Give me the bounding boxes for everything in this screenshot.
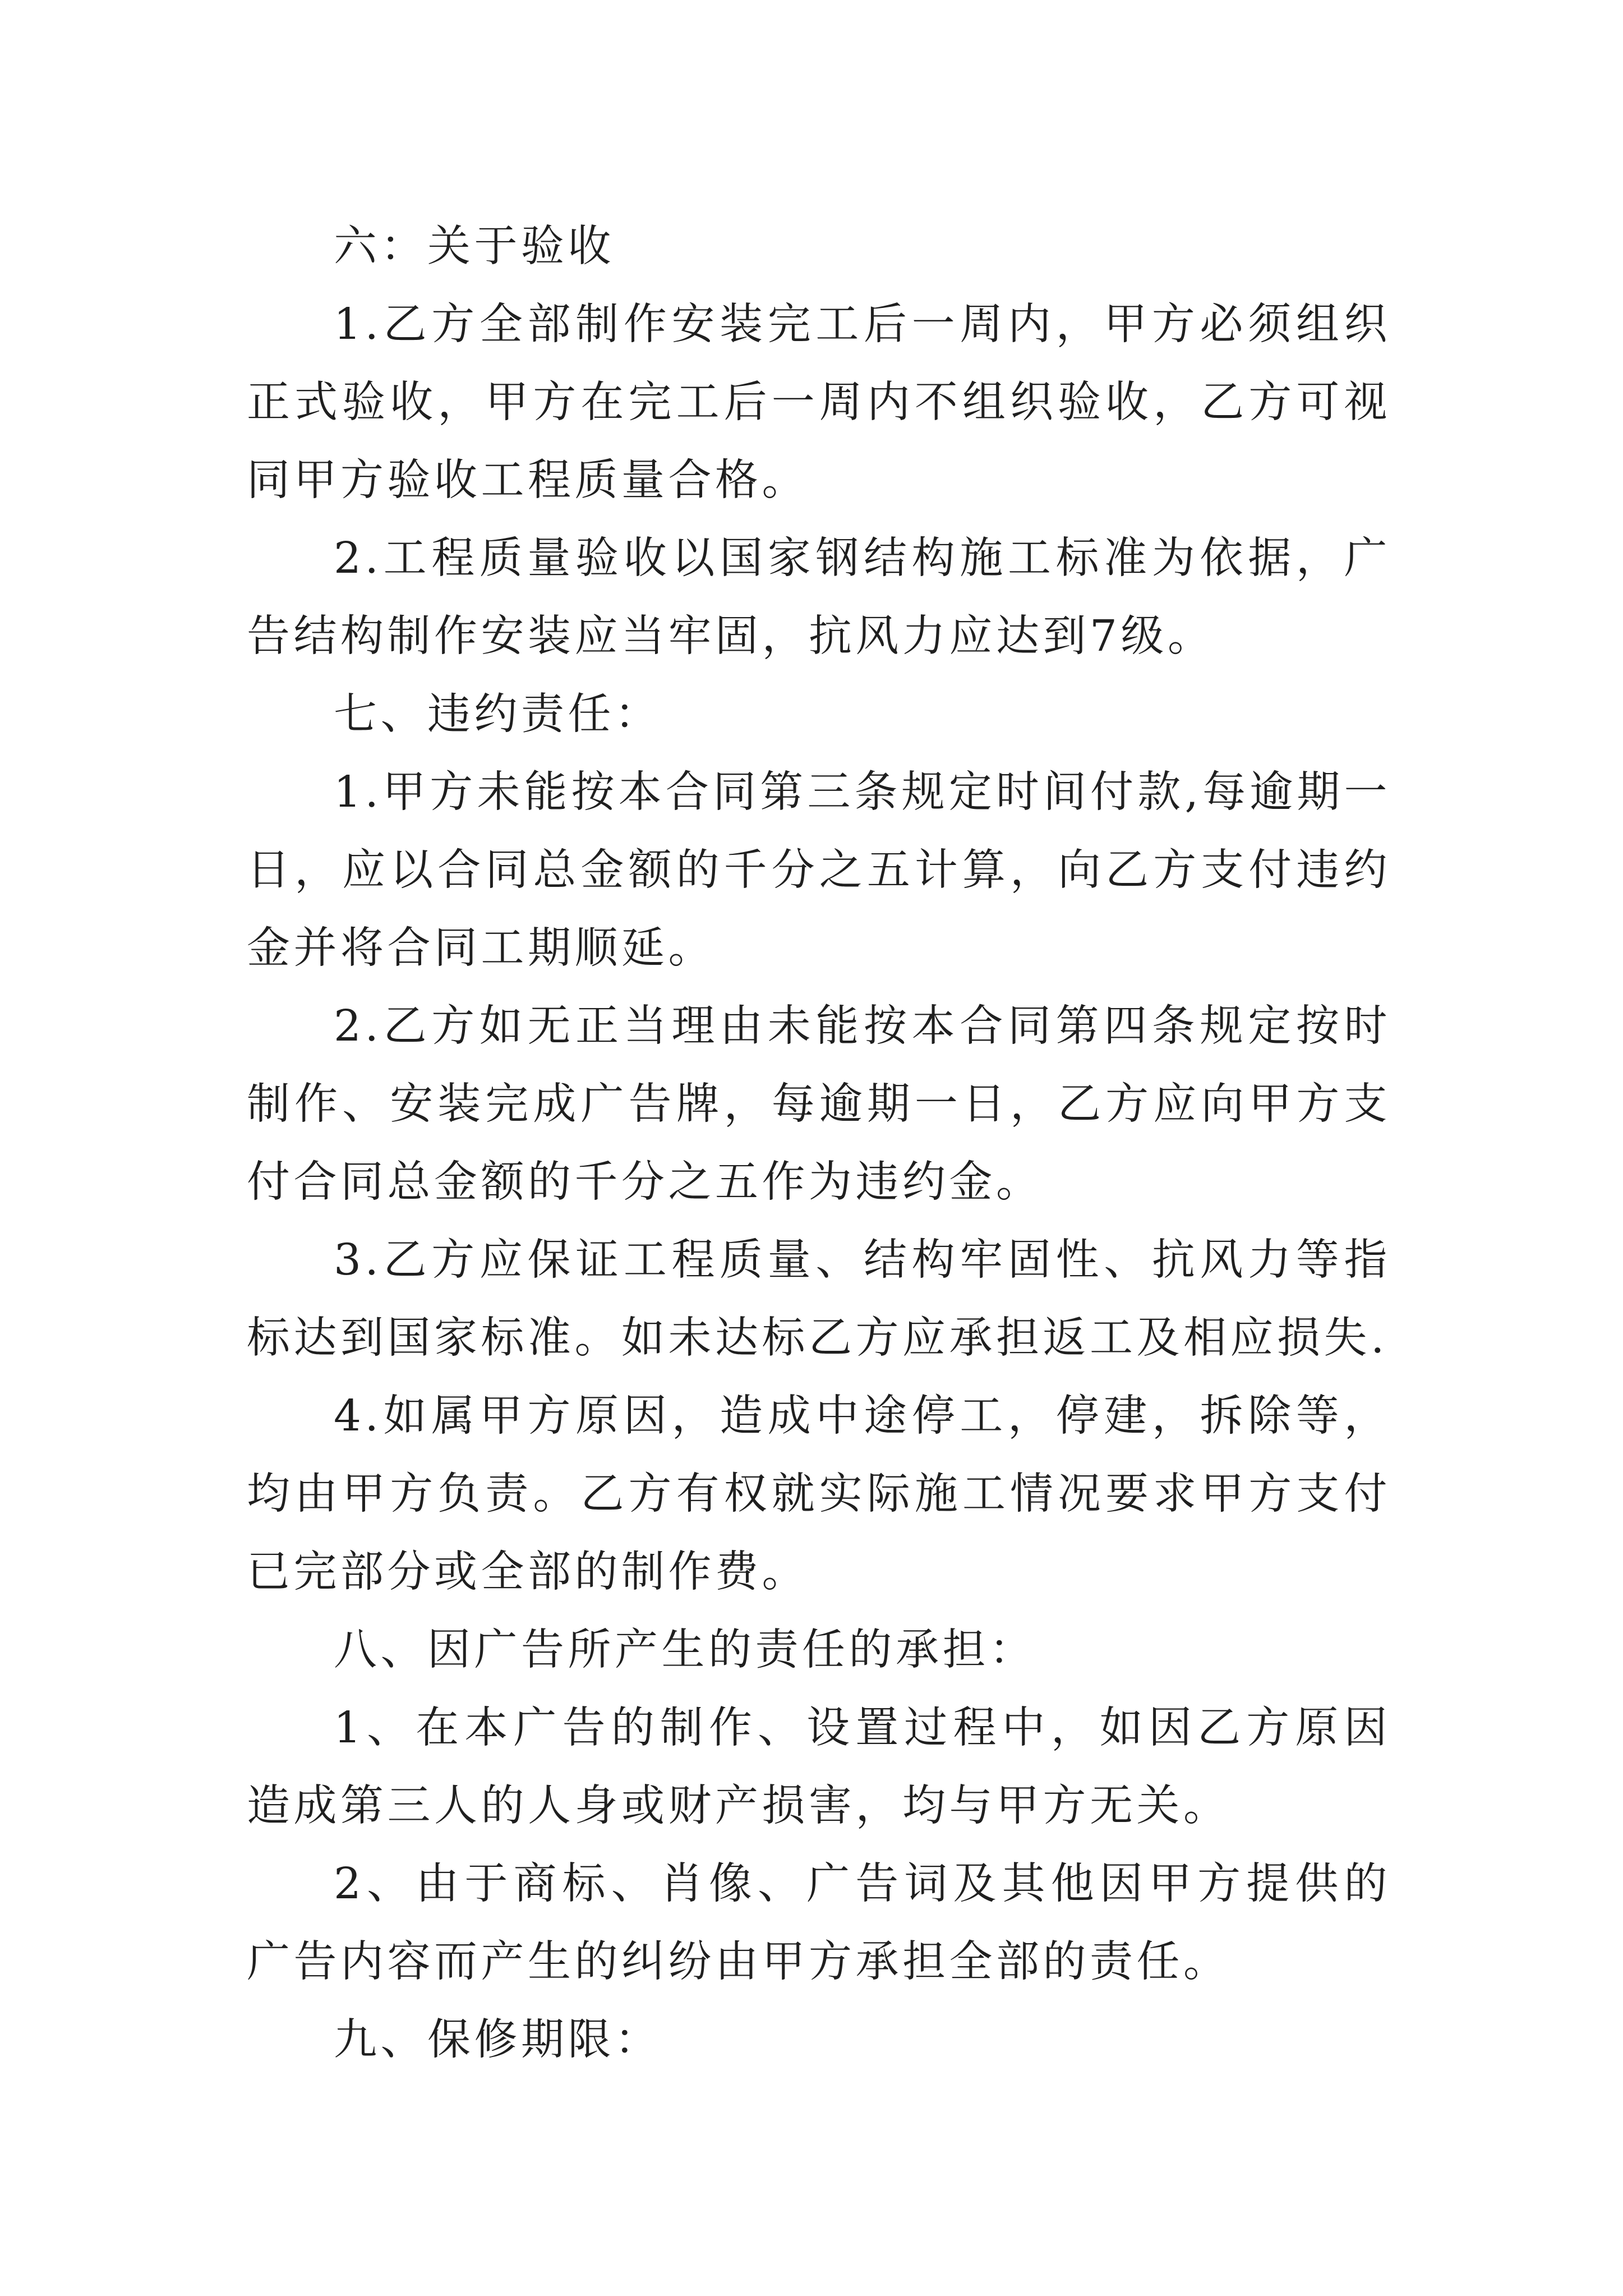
- section-heading-breach-liability: 七、违约责任：: [334, 689, 662, 739]
- paragraph: 1、在本广告的制作、设置过程中，如因乙方原因造成第三人的人身或财产损害，均与甲方无关。: [247, 1703, 1391, 1831]
- section-heading-ad-liability: 八、因广告所产生的责任的承担：: [334, 1625, 1036, 1675]
- paragraph: 2.工程质量验收以国家钢结构施工标准为依据，广告结构制作安装应当牢固，抗风力应达到7级。: [247, 533, 1391, 661]
- paragraph: 3.乙方应保证工程质量、结构牢固性、抗风力等指标达到国家标准。如未达标乙方应承担返工及相应损失.: [247, 1235, 1391, 1363]
- paragraph: 2、由于商标、肖像、广告词及其他因甲方提供的广告内容而产生的纠纷由甲方承担全部的责任。: [247, 1859, 1391, 1987]
- paragraph: 2.乙方如无正当理由未能按本合同第四条规定按时制作、安装完成广告牌，每逾期一日，乙方应向甲方支付合同总金额的千分之五作为违约金。: [247, 1001, 1391, 1207]
- section-heading-acceptance: 六：关于验收: [334, 222, 615, 272]
- paragraph: 1.乙方全部制作安装完工后一周内，甲方必须组织正式验收，甲方在完工后一周内不组织验收，乙方可视同甲方验收工程质量合格。: [247, 300, 1391, 505]
- paragraph: 4.如属甲方原因，造成中途停工，停建，拆除等，均由甲方负责。乙方有权就实际施工情况要求甲方支付已完部分或全部的制作费。: [247, 1391, 1391, 1597]
- paragraph: 1.甲方未能按本合同第三条规定时间付款,每逾期一日，应以合同总金额的千分之五计算，向乙方支付违约金并将合同工期顺延。: [247, 767, 1391, 973]
- document-body: [247, 208, 1391, 2079]
- section-heading-warranty-period: 九、保修期限：: [334, 2015, 662, 2065]
